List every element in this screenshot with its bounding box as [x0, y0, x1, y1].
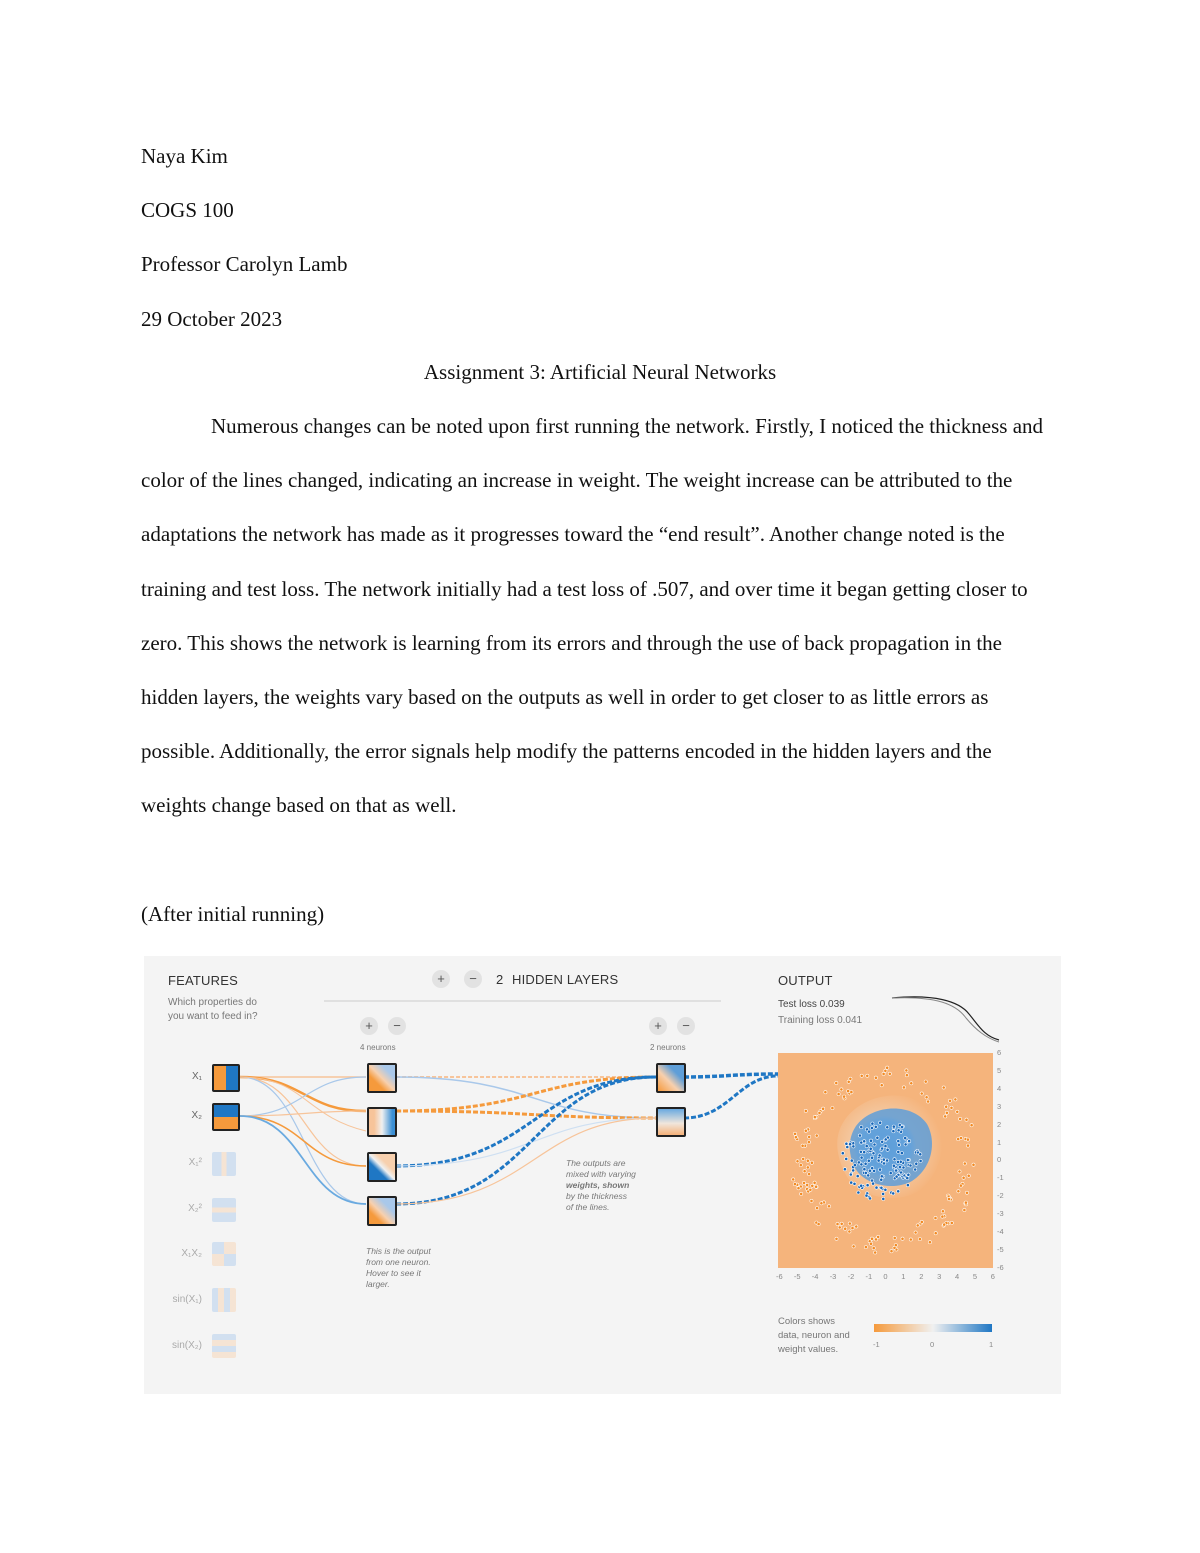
data-point-blue	[846, 1145, 849, 1148]
data-point-blue	[897, 1129, 900, 1132]
data-point-orange	[965, 1191, 968, 1194]
data-point-blue	[845, 1157, 848, 1160]
data-point-orange	[817, 1223, 820, 1226]
data-point-orange	[804, 1129, 807, 1132]
data-point-orange	[888, 1072, 891, 1075]
data-point-orange	[808, 1173, 811, 1176]
y-tick-label: -6	[997, 1262, 1004, 1272]
data-point-orange	[874, 1238, 877, 1241]
data-point-blue	[870, 1179, 873, 1182]
data-point-blue	[895, 1175, 898, 1178]
data-point-blue	[893, 1158, 896, 1161]
legend-text: Colors shows data, neuron and weight values.	[778, 1316, 850, 1355]
playground-screenshot	[144, 956, 1061, 1394]
data-point-orange	[948, 1099, 951, 1102]
x-tick-label: 0	[883, 1272, 888, 1281]
data-point-orange	[880, 1084, 883, 1087]
data-point-blue	[877, 1159, 880, 1162]
course-code: COGS 100	[141, 198, 234, 222]
data-point-orange	[942, 1086, 945, 1089]
data-point-blue	[852, 1145, 855, 1148]
data-point-orange	[864, 1246, 867, 1249]
y-tick-label: 5	[997, 1065, 1002, 1075]
date: 29 October 2023	[141, 307, 283, 331]
weights-note: The outputs are mixed with varying weights, shown by the thickness of the lines.	[566, 1158, 636, 1212]
data-point-blue	[860, 1184, 863, 1187]
data-point-blue	[871, 1122, 874, 1125]
data-point-blue	[900, 1126, 903, 1129]
data-point-orange	[959, 1117, 962, 1120]
data-point-blue	[853, 1182, 856, 1185]
data-point-blue	[892, 1130, 895, 1133]
data-point-blue	[915, 1162, 918, 1165]
data-point-orange	[847, 1080, 850, 1083]
layer2-add-neuron-button[interactable]: +	[649, 1017, 667, 1035]
y-tick-label: -3	[997, 1209, 1004, 1219]
data-point-orange	[901, 1237, 904, 1240]
hidden-layers-count: 2	[496, 972, 504, 987]
data-point-blue	[886, 1148, 889, 1151]
data-point-orange	[928, 1241, 931, 1244]
x-tick-label: 1	[901, 1272, 906, 1281]
data-point-blue	[875, 1186, 878, 1189]
features-subtitle-1: Which properties do	[168, 997, 257, 1008]
data-point-orange	[840, 1088, 843, 1091]
data-point-orange	[902, 1086, 905, 1089]
data-point-orange	[909, 1238, 912, 1241]
data-point-orange	[874, 1076, 877, 1079]
data-point-blue	[881, 1140, 884, 1143]
feature-label-x2: X₂	[191, 1110, 202, 1121]
features-subtitle-2: you want to feed in?	[168, 1011, 258, 1022]
feature-x1-squared[interactable]	[212, 1152, 236, 1176]
data-point-orange	[866, 1074, 869, 1077]
data-point-orange	[945, 1111, 948, 1114]
feature-x1x2[interactable]	[212, 1242, 236, 1266]
data-point-blue	[880, 1178, 883, 1181]
data-point-blue	[897, 1150, 900, 1153]
data-point-blue	[904, 1137, 907, 1140]
layer2-neuron-count: 2 neurons	[650, 1043, 686, 1052]
data-point-blue	[863, 1140, 866, 1143]
data-point-blue	[895, 1169, 898, 1172]
data-point-orange	[816, 1207, 819, 1210]
data-point-orange	[882, 1072, 885, 1075]
page-title: Assignment 3: Artificial Neural Networks	[423, 360, 777, 384]
y-tick-label: -4	[997, 1227, 1004, 1236]
data-point-orange	[844, 1227, 847, 1230]
data-point-blue	[882, 1158, 885, 1161]
data-point-orange	[840, 1222, 843, 1225]
data-point-blue	[884, 1145, 887, 1148]
data-point-orange	[890, 1250, 893, 1253]
data-point-orange	[963, 1208, 966, 1211]
data-point-blue	[884, 1138, 887, 1141]
data-point-orange	[794, 1136, 797, 1139]
data-point-orange	[836, 1222, 839, 1225]
feature-sin-x1[interactable]	[212, 1288, 236, 1312]
data-point-blue	[850, 1181, 853, 1184]
data-point-blue	[850, 1159, 853, 1162]
data-point-orange	[967, 1174, 970, 1177]
data-point-orange	[850, 1091, 853, 1094]
x-tick-label: 4	[955, 1272, 960, 1281]
data-point-blue	[841, 1152, 844, 1155]
data-point-blue	[872, 1182, 875, 1185]
data-point-orange	[934, 1216, 937, 1219]
data-point-blue	[882, 1192, 885, 1195]
data-point-orange	[835, 1081, 838, 1084]
data-point-blue	[860, 1163, 863, 1166]
data-point-blue	[900, 1152, 903, 1155]
feature-label-x2-squared: X₂²	[188, 1203, 202, 1214]
data-point-orange	[870, 1237, 873, 1240]
data-point-orange	[852, 1245, 855, 1248]
layer1-remove-neuron-button[interactable]: −	[388, 1017, 406, 1035]
data-point-orange	[925, 1096, 928, 1099]
data-point-blue	[908, 1140, 911, 1143]
training-loss: Training loss 0.041	[778, 1015, 863, 1026]
y-tick-label: 1	[997, 1137, 1002, 1147]
data-point-orange	[972, 1163, 975, 1166]
data-point-orange	[945, 1105, 948, 1108]
layer1-neuron-1[interactable]	[367, 1063, 397, 1093]
data-point-blue	[849, 1173, 852, 1176]
data-point-orange	[941, 1215, 944, 1218]
data-point-blue	[897, 1139, 900, 1142]
data-point-orange	[962, 1176, 965, 1179]
add-layer-button[interactable]: +	[432, 970, 450, 988]
data-point-orange	[822, 1107, 825, 1110]
data-point-orange	[835, 1237, 838, 1240]
student-name: Naya Kim	[141, 144, 228, 168]
layer1-add-neuron-button[interactable]: +	[360, 1017, 378, 1035]
data-point-orange	[872, 1247, 875, 1250]
data-point-blue	[906, 1158, 909, 1161]
x-tick-label: 3	[937, 1272, 942, 1281]
y-tick-label: 3	[997, 1101, 1002, 1111]
data-point-orange	[806, 1183, 809, 1186]
layer2-neuron-1[interactable]	[656, 1063, 686, 1093]
features-title: FEATURES	[168, 973, 238, 988]
layer2-remove-neuron-button[interactable]: −	[677, 1017, 695, 1035]
data-point-blue	[874, 1125, 877, 1128]
data-point-blue	[867, 1130, 870, 1133]
data-point-orange	[964, 1201, 967, 1204]
data-point-blue	[904, 1143, 907, 1146]
data-point-blue	[879, 1121, 882, 1124]
y-tick-label: 6	[997, 1048, 1002, 1057]
data-point-orange	[806, 1166, 809, 1169]
data-point-blue	[879, 1168, 882, 1171]
data-point-blue	[843, 1168, 846, 1171]
data-point-blue	[898, 1166, 901, 1169]
x-tick-label: -2	[847, 1272, 855, 1281]
data-point-blue	[876, 1136, 879, 1139]
data-point-orange	[920, 1220, 923, 1223]
data-point-blue	[886, 1126, 889, 1129]
data-point-blue	[897, 1143, 900, 1146]
data-point-blue	[863, 1151, 866, 1154]
data-point-orange	[800, 1192, 803, 1195]
data-point-orange	[831, 1107, 834, 1110]
data-point-orange	[809, 1188, 812, 1191]
y-tick-label: -1	[997, 1173, 1004, 1183]
data-point-orange	[806, 1159, 809, 1162]
data-point-blue	[884, 1188, 887, 1191]
y-tick-label: -2	[997, 1191, 1004, 1201]
data-point-orange	[884, 1069, 887, 1072]
data-point-orange	[957, 1190, 960, 1193]
data-point-orange	[916, 1224, 919, 1227]
x-tick-label: 5	[972, 1272, 978, 1281]
data-point-orange	[811, 1184, 814, 1187]
data-point-blue	[856, 1175, 859, 1178]
data-point-orange	[802, 1181, 805, 1184]
data-point-orange	[803, 1170, 806, 1173]
data-point-orange	[804, 1109, 807, 1112]
data-point-blue	[869, 1147, 872, 1150]
data-point-orange	[820, 1202, 823, 1205]
data-point-blue	[909, 1164, 912, 1167]
x-tick-label: 6	[990, 1272, 995, 1281]
data-point-blue	[849, 1143, 852, 1146]
data-point-blue	[919, 1159, 922, 1162]
data-point-orange	[838, 1226, 841, 1229]
data-point-orange	[893, 1236, 896, 1239]
data-point-blue	[892, 1125, 895, 1128]
feature-x1[interactable]	[212, 1064, 240, 1092]
data-point-orange	[966, 1144, 969, 1147]
data-point-orange	[815, 1185, 818, 1188]
data-point-blue	[859, 1150, 862, 1153]
data-point-orange	[924, 1080, 927, 1083]
data-point-orange	[810, 1161, 813, 1164]
y-tick-label: 4	[997, 1083, 1002, 1093]
legend-tick-max: 1	[989, 1340, 994, 1349]
test-loss: Test loss 0.039	[778, 999, 845, 1010]
body-paragraph: Numerous changes can be noted upon first running the network. Firstly, I noticed the thickness and color of the lines changed, indicating an increase in weight. The weight increase can be attributed to the adaptations the network has made as it progresses toward the “end result”. Another change noted is the training and test loss. The network initially had a test loss of .507, and over time it began getting closer to zero. This shows the network is learning from its errors and through the use of back propagation in the hidden layers, the weights vary based on the outputs as well in order to get closer to as little errors as possible. Additionally, the error signals help modify the patterns encoded in the hidden layers and the weights change based on that as well.	[141, 414, 1044, 818]
legend-tick-min: -1	[873, 1340, 880, 1349]
data-point-blue	[852, 1169, 855, 1172]
data-point-orange	[874, 1251, 877, 1254]
feature-sin-x2[interactable]	[212, 1334, 236, 1358]
data-point-blue	[871, 1156, 874, 1159]
data-point-orange	[801, 1144, 804, 1147]
data-point-orange	[827, 1205, 830, 1208]
data-point-orange	[959, 1136, 962, 1139]
data-point-orange	[869, 1242, 872, 1245]
layer1-neuron-3[interactable]	[367, 1152, 397, 1182]
data-point-blue	[892, 1164, 895, 1167]
data-point-blue	[866, 1184, 869, 1187]
y-tick-label: 0	[997, 1155, 1002, 1165]
data-point-blue	[864, 1162, 867, 1165]
data-point-orange	[860, 1074, 863, 1077]
data-point-orange	[797, 1187, 800, 1190]
layer2-neuron-2[interactable]	[656, 1107, 686, 1137]
feature-label-x1-squared: X₁²	[188, 1157, 202, 1168]
data-point-blue	[853, 1164, 856, 1167]
data-point-orange	[886, 1066, 889, 1069]
data-point-orange	[927, 1100, 930, 1103]
data-point-blue	[880, 1186, 883, 1189]
y-tick-label: 2	[997, 1119, 1002, 1129]
feature-label-x1: X₁	[191, 1071, 202, 1082]
data-point-orange	[959, 1184, 962, 1187]
data-point-orange	[799, 1164, 802, 1167]
data-point-blue	[882, 1197, 885, 1200]
data-point-blue	[889, 1172, 892, 1175]
x-tick-label: -1	[865, 1272, 873, 1281]
x-tick-label: -6	[776, 1272, 783, 1281]
data-point-blue	[897, 1190, 900, 1193]
data-point-orange	[958, 1170, 961, 1173]
data-point-orange	[954, 1098, 957, 1101]
data-point-orange	[843, 1095, 846, 1098]
data-point-blue	[867, 1159, 870, 1162]
data-point-blue	[882, 1162, 885, 1165]
hidden-layers-label: HIDDEN LAYERS	[512, 972, 619, 987]
x-tick-label: 2	[919, 1272, 924, 1281]
neuron-note: This is the output from one neuron. Hover to see it larger.	[366, 1246, 431, 1289]
data-point-orange	[855, 1225, 858, 1228]
data-point-orange	[948, 1198, 951, 1201]
data-point-blue	[873, 1143, 876, 1146]
data-point-blue	[881, 1147, 884, 1150]
data-point-orange	[920, 1092, 923, 1095]
data-point-orange	[848, 1230, 851, 1233]
data-point-blue	[860, 1126, 863, 1129]
remove-layer-button[interactable]: −	[464, 970, 482, 988]
professor-name: Professor Carolyn Lamb	[141, 252, 348, 276]
data-point-orange	[807, 1141, 810, 1144]
data-point-orange	[813, 1181, 816, 1184]
data-point-orange	[792, 1178, 795, 1181]
data-point-orange	[824, 1091, 827, 1094]
data-point-blue	[880, 1175, 883, 1178]
data-point-blue	[857, 1191, 860, 1194]
data-point-blue	[872, 1152, 875, 1155]
data-point-orange	[837, 1093, 840, 1096]
data-point-blue	[914, 1168, 917, 1171]
data-point-orange	[956, 1110, 959, 1113]
data-point-orange	[848, 1222, 851, 1225]
y-tick-label: -5	[997, 1244, 1004, 1254]
layer1-neuron-count: 4 neurons	[360, 1043, 396, 1052]
data-point-orange	[808, 1135, 811, 1138]
data-point-blue	[873, 1169, 876, 1172]
legend-tick-mid: 0	[930, 1340, 935, 1349]
data-point-orange	[818, 1111, 821, 1114]
layer1-neuron-4[interactable]	[367, 1196, 397, 1226]
data-point-blue	[858, 1134, 861, 1137]
data-point-orange	[918, 1238, 921, 1241]
data-point-blue	[896, 1160, 899, 1163]
data-point-blue	[860, 1156, 863, 1159]
feature-x2[interactable]	[212, 1103, 240, 1131]
layer1-neuron-2[interactable]	[367, 1107, 397, 1137]
data-point-blue	[865, 1145, 868, 1148]
data-point-orange	[849, 1077, 852, 1080]
data-point-orange	[847, 1090, 850, 1093]
data-point-blue	[863, 1168, 866, 1171]
data-point-blue	[892, 1192, 895, 1195]
data-point-orange	[941, 1210, 944, 1213]
feature-label-sin-x1: sin(X₁)	[172, 1294, 202, 1305]
data-point-orange	[950, 1106, 953, 1109]
data-point-blue	[902, 1166, 905, 1169]
data-point-orange	[802, 1157, 805, 1160]
data-point-blue	[919, 1153, 922, 1156]
data-point-blue	[906, 1184, 909, 1187]
feature-x2-squared[interactable]	[212, 1198, 236, 1222]
data-point-orange	[965, 1118, 968, 1121]
figure-caption: (After initial running)	[141, 902, 325, 926]
data-point-orange	[810, 1199, 813, 1202]
x-tick-label: -3	[829, 1272, 837, 1281]
data-point-blue	[870, 1126, 873, 1129]
data-point-orange	[813, 1115, 816, 1118]
data-point-blue	[867, 1174, 870, 1177]
data-point-blue	[878, 1154, 881, 1157]
data-point-orange	[963, 1162, 966, 1165]
data-point-orange	[894, 1244, 897, 1247]
data-point-blue	[868, 1169, 871, 1172]
data-point-orange	[950, 1221, 953, 1224]
data-point-orange	[793, 1183, 796, 1186]
data-point-orange	[793, 1132, 796, 1135]
data-point-orange	[905, 1074, 908, 1077]
data-point-orange	[966, 1138, 969, 1141]
data-point-orange	[970, 1124, 973, 1127]
output-title: OUTPUT	[778, 973, 833, 988]
data-point-blue	[845, 1142, 848, 1145]
data-point-orange	[796, 1160, 799, 1163]
data-point-blue	[868, 1197, 871, 1200]
data-point-orange	[851, 1227, 854, 1230]
data-point-orange	[815, 1134, 818, 1137]
data-point-blue	[865, 1194, 868, 1197]
data-point-blue	[869, 1139, 872, 1142]
data-point-orange	[910, 1082, 913, 1085]
x-tick-label: -5	[793, 1272, 801, 1281]
feature-label-x1x2: X₁X₂	[181, 1248, 202, 1259]
data-point-blue	[886, 1159, 889, 1162]
data-point-orange	[914, 1231, 917, 1234]
feature-label-sin-x2: sin(X₂)	[172, 1340, 202, 1351]
data-point-blue	[906, 1177, 909, 1180]
data-point-blue	[907, 1173, 910, 1176]
data-point-orange	[934, 1232, 937, 1235]
data-point-orange	[944, 1115, 947, 1118]
data-point-orange	[905, 1069, 908, 1072]
x-tick-label: -4	[811, 1272, 819, 1281]
data-point-orange	[943, 1223, 946, 1226]
